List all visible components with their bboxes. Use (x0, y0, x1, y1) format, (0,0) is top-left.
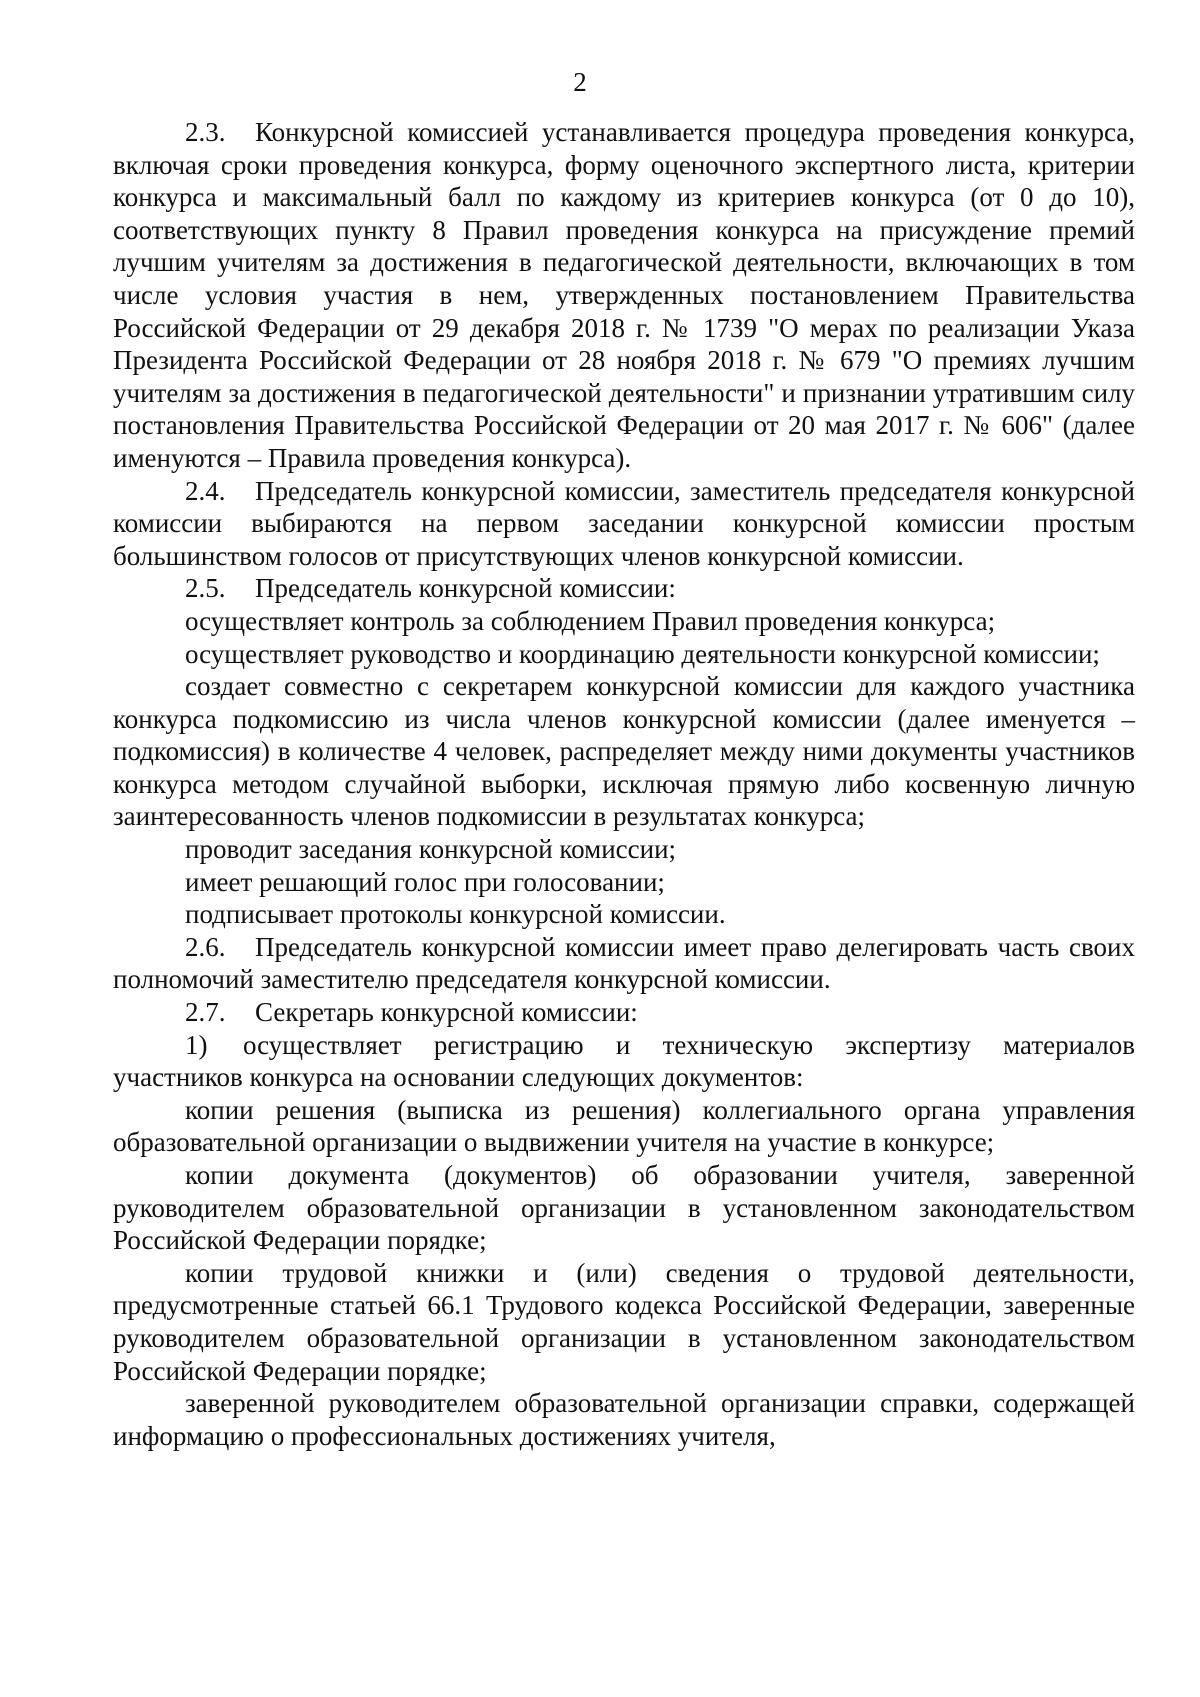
paragraph-text: Председатель конкурсной комиссии: (255, 573, 676, 604)
paragraph-text: заверенной руководителем образовательной организации справки, содержащей информацию о профессиональных достижениях учителя, (113, 1388, 1135, 1451)
list-item (113, 1159, 1135, 1257)
paragraph-text: подписывает протоколы конкурсной комиссии. (185, 899, 726, 930)
paragraph-text: создает совместно с секретарем конкурсной комиссии для каждого участника конкурса подкомиссию из числа членов конкурсной комиссии (далее именуется – подкомиссия) в количестве 4 человек, распределяет между ними документы участников конкурса методом случайной выборки, исключая прямую либо косвенную личную заинтересованность членов подкомиссии в результатах конкурса; (113, 671, 1135, 832)
clause-number: 2.7. (185, 997, 226, 1028)
paragraph-text: проводит заседания конкурсной комиссии; (185, 834, 677, 865)
paragraph-text: осуществляет контроль за соблюдением Правил проведения конкурса; (185, 605, 996, 636)
clause-number: 2.5. (185, 573, 226, 604)
paragraph-text: Конкурсной комиссией устанавливается процедура проведения конкурса, включая сроки проведения конкурса, форму оценочного экспертного листа, критерии конкурса и максимальный балл по каждому из критериев конкурса (от 0 до 10), соответствующих пункту 8 Правил проведения конкурса на присуждение премий лучшим учителям за достижения в педагогической деятельности, включающих в том числе условия участия в нем, утвержденных постановлением Правительства Российской Федерации от 29 декабря 2018 г. № 1739 "О мерах по реализации Указа Президента Российской Федерации от 28 ноября 2018 г. № 679 "О премиях лучшим учителям за достижения в педагогической деятельности" и признании утратившим силу постановления Правительства Российской Федерации от 20 мая 2017 г. № 606" (далее именуются – Правила проведения конкурса). (113, 117, 1135, 473)
paragraph-text: Секретарь конкурсной комиссии: (255, 997, 638, 1028)
clause-number: 2.4. (185, 475, 226, 506)
document-body (113, 116, 1135, 1452)
list-item (113, 1257, 1135, 1387)
paragraph-text: копии трудовой книжки и (или) сведения о трудовой деятельности, предусмотренные статьей 66.1 Трудового кодекса Российской Федерации, заверенные руководителем образовательной организации в установленном законодательством Российской Федерации порядке; (113, 1257, 1135, 1386)
clause-number: 2.3. (185, 117, 226, 147)
list-item (113, 833, 1135, 866)
paragraph-text: осуществляет руководство и координацию деятельности конкурсной комиссии; (185, 638, 1100, 669)
clause-number: 2.6. (185, 931, 226, 962)
list-item (113, 1387, 1135, 1452)
list-item (113, 638, 1135, 671)
list-item (113, 1094, 1135, 1159)
list-item (113, 898, 1135, 931)
paragraph-2-3 (113, 116, 1135, 475)
paragraph-text: Председатель конкурсной комиссии, заместитель председателя конкурсной комиссии выбираются на первом заседании конкурсной комиссии простым большинством голосов от присутствующих членов конкурсной комиссии. (113, 475, 1135, 571)
paragraph-text: осуществляет регистрацию и техническую экспертизу материалов участников конкурса на основании следующих документов: (113, 1029, 1135, 1093)
paragraph-2-4 (113, 475, 1135, 573)
list-item (113, 866, 1135, 899)
paragraph-text: копии документа (документов) об образовании учителя, заверенной руководителем образовательной организации в установленном законодательством Российской Федерации порядке; (113, 1160, 1135, 1256)
list-item (113, 670, 1135, 833)
paragraph-text: имеет решающий голос при голосовании; (185, 866, 665, 897)
paragraph-text: Председатель конкурсной комиссии имеет право делегировать часть своих полномочий заместителю председателя конкурсной комиссии. (113, 931, 1135, 995)
list-item (113, 605, 1135, 638)
paragraph-2-6 (113, 931, 1135, 996)
paragraph-text: копии решения (выписка из решения) коллегиального органа управления образовательной организации о выдвижении учителя на участие в конкурсе; (113, 1094, 1135, 1158)
paragraph-2-7 (113, 996, 1135, 1029)
subparagraph-1 (113, 1029, 1135, 1094)
paragraph-2-5 (113, 572, 1135, 605)
page-number: 2 (573, 67, 587, 97)
clause-number: 1) (185, 1029, 208, 1060)
